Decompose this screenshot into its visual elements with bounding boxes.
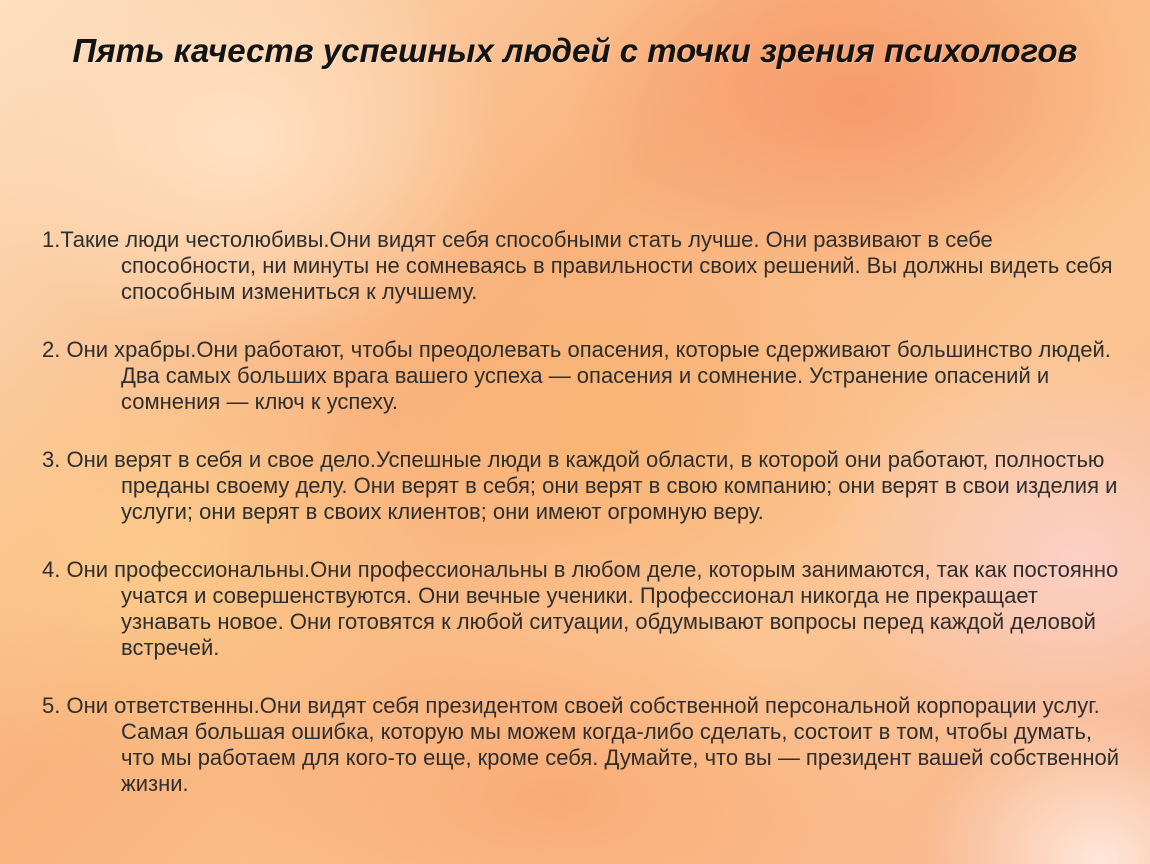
slide-title: Пять качеств успешных людей с точки зрения психологов [72,32,1078,69]
quality-item-3: 3. Они верят в себя и свое дело.Успешные люди в каждой области, в которой они работают, полностью преданы своему делу. Они верят в себя; они верят в свою компанию; они верят в свои изделия и услуги; они верят в своих клиентов; они имеют огромную веру. [42,447,1118,524]
quality-item-4: 4. Они профессиональны.Они профессиональны в любом деле, которым занимаются, так как постоянно учатся и совершенствуются. Они вечные ученики. Профессионал никогда не прекращает узнавать новое. Они готовятся к любой ситуации, обдумывают вопросы перед каждой деловой встречей. [42,557,1119,660]
quality-item-5: 5. Они ответственны.Они видят себя президентом своей собственной персональной корпорации услуг. Самая большая ошибка, которую мы можем когда-либо сделать, состоит в том, чтобы думать, что мы работаем для кого-то еще, кроме себя. Думайте, что вы — президент вашей собственной жизни. [42,693,1119,796]
quality-item-1: 1.Такие люди честолюбивы.Они видят себя способными стать лучше. Они развивают в себе способности, ни минуты не сомневаясь в правильности своих решений. Вы должны видеть себя способным измениться к лучшему. [42,227,1113,304]
quality-item-2: 2. Они храбры.Они работают, чтобы преодолевать опасения, которые сдерживают большинство людей. Два самых больших врага вашего успеха — опасения и сомнение. Устранение опасений и сомнения — ключ к успеху. [42,337,1111,414]
qualities-list [42,227,1127,797]
